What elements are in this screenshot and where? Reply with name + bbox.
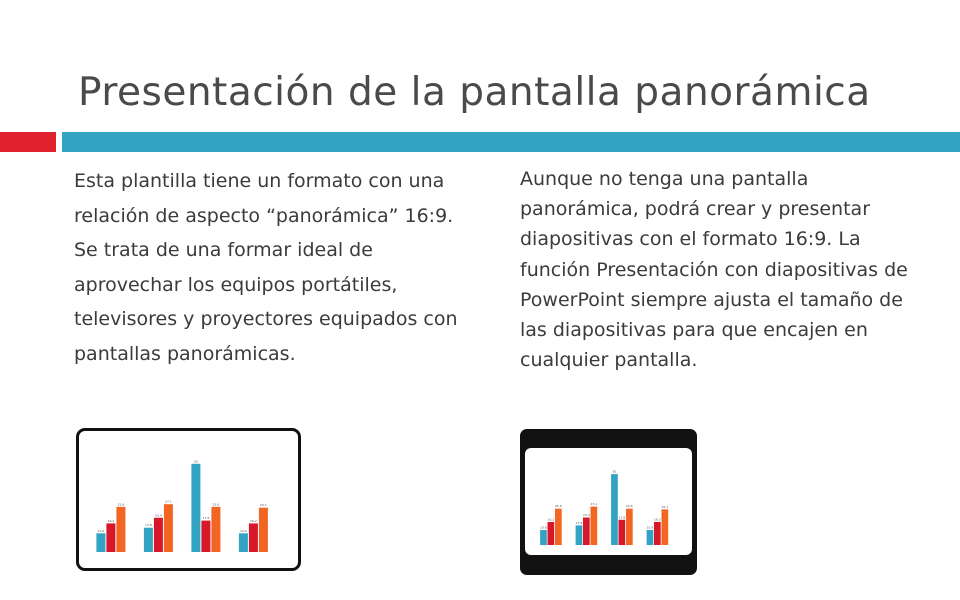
standard-chart-bar xyxy=(548,522,555,545)
widescreen-chart-data-label: 50 xyxy=(193,459,198,464)
widescreen-chart-bar xyxy=(211,507,220,552)
slide-title: Presentación de la pantalla panorámica xyxy=(78,70,871,115)
standard-chart-data-label: 25.6 xyxy=(554,504,562,509)
standard-chart-data-label: 25.1 xyxy=(661,504,669,509)
standard-chart-data-label: 16.2 xyxy=(654,517,661,522)
standard-device-screen xyxy=(525,448,692,555)
standard-chart-bar xyxy=(540,530,547,545)
widescreen-chart-bar xyxy=(249,523,258,552)
standard-device-frame xyxy=(520,429,697,575)
standard-chart-data-label: 13.8 xyxy=(575,520,583,525)
standard-chart-data-label: 16.2 xyxy=(547,517,555,522)
widescreen-chart-data-label: 10.6 xyxy=(240,528,247,533)
widescreen-chart-bar xyxy=(239,533,248,552)
widescreen-chart-bar xyxy=(96,533,105,552)
right-paragraph: Aunque no tenga una pantalla panorámica, podrá crear y presentar diapositivas con el formato 16:9. La función Presentación con diapositivas de PowerPoint siempre ajusta el tamaño de las diapositivas para que encajen en cualquier pantalla. xyxy=(520,168,908,372)
accent-bar-red xyxy=(0,132,56,152)
standard-bar-chart xyxy=(539,461,681,547)
standard-chart-data-label: 50 xyxy=(612,469,617,474)
widescreen-chart-data-label: 13.8 xyxy=(145,523,152,528)
standard-chart-bar xyxy=(583,518,590,546)
standard-chart-bar xyxy=(619,520,626,545)
widescreen-chart-data-label: 19.4 xyxy=(155,513,162,518)
widescreen-chart-data-label: 16.2 xyxy=(107,518,115,523)
widescreen-chart-bar xyxy=(191,464,200,552)
widescreen-chart-data-label: 16.2 xyxy=(250,518,257,523)
widescreen-chart-data-label: 17.8 xyxy=(202,516,210,521)
standard-chart-bar xyxy=(555,509,562,545)
widescreen-chart-bar xyxy=(164,504,173,552)
standard-chart-bar xyxy=(654,522,661,545)
widescreen-chart-bar xyxy=(154,518,163,552)
standard-chart-bar xyxy=(611,474,618,545)
widescreen-chart-data-label: 25.6 xyxy=(117,502,125,507)
standard-chart-bar xyxy=(626,509,633,545)
widescreen-chart-bar xyxy=(116,507,125,552)
standard-chart-data-label: 10.6 xyxy=(540,525,547,530)
widescreen-chart-bar xyxy=(201,521,210,552)
standard-chart-bar xyxy=(591,507,598,545)
widescreen-chart-bar xyxy=(259,508,268,552)
widescreen-device-frame xyxy=(76,428,301,571)
accent-bar-blue xyxy=(62,132,960,152)
standard-chart-data-label: 19.4 xyxy=(583,513,590,517)
widescreen-chart-data-label: 25.6 xyxy=(212,502,220,507)
widescreen-chart-bar xyxy=(144,528,153,552)
standard-chart-data-label: 17.8 xyxy=(618,515,626,520)
widescreen-chart-data-label: 10.6 xyxy=(97,528,105,533)
standard-chart-bar xyxy=(647,530,654,545)
standard-chart-bar xyxy=(662,509,669,545)
standard-chart-data-label: 27.1 xyxy=(590,502,598,507)
standard-chart-data-label: 25.6 xyxy=(625,504,633,509)
widescreen-chart-bar xyxy=(106,523,115,552)
widescreen-chart-data-label: 27.1 xyxy=(165,499,172,504)
widescreen-bar-chart xyxy=(95,449,285,554)
left-paragraph: Esta plantilla tiene un formato con una relación de aspecto “panorámica” 16:9. Se trata de una formar ideal de aprovechar los equipos portátiles, televisores y proyectores equipados con pantallas panorámicas. xyxy=(74,170,458,365)
standard-chart-data-label: 10.6 xyxy=(646,525,654,530)
widescreen-chart-data-label: 25.1 xyxy=(260,503,267,508)
standard-chart-bar xyxy=(576,525,583,545)
